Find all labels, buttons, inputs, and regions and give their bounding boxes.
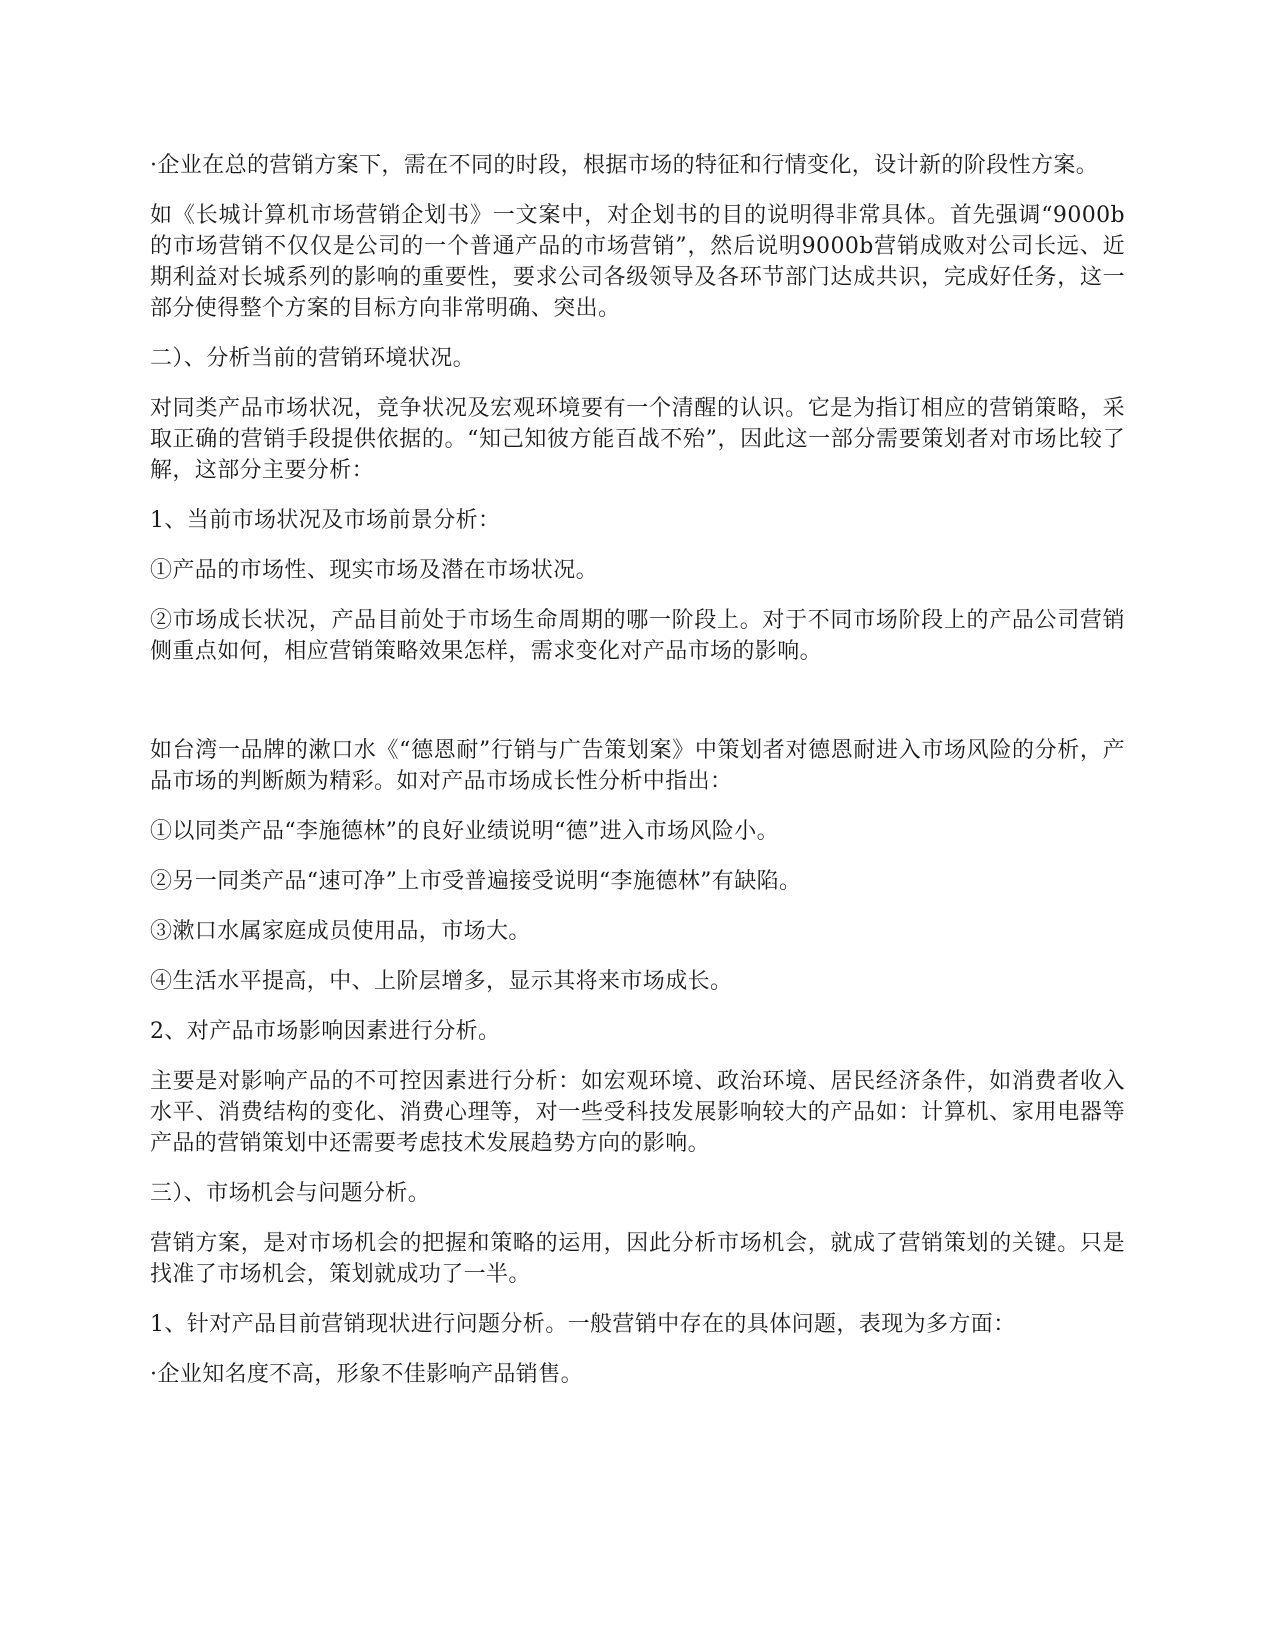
- paragraph-taiwan-example: 如台湾一品牌的漱口水《“德恩耐”行销与广告策划案》中策划者对德恩耐进入市场风险的分析，产品市场的判断颇为精彩。如对产品市场成长性分析中指出：: [150, 738, 1125, 794]
- paragraph-bullet-stage-plan: ·企业在总的营销方案下，需在不同的时段，根据市场的特征和行情变化，设计新的阶段性方案。: [150, 153, 1099, 178]
- subheading-1: 1、当前市场状况及市场前景分析：: [150, 508, 501, 533]
- paragraph-opportunity: 营销方案，是对市场机会的把握和策略的运用，因此分析市场机会，就成了营销策划的关键。只是找准了市场机会，策划就成功了一半。: [150, 1231, 1125, 1287]
- list-item-4: ④生活水平提高，中、上阶层增多，显示其将来市场成长。: [150, 969, 733, 994]
- paragraph-factors: 主要是对影响产品的不可控因素进行分析：如宏观环境、政治环境、居民经济条件，如消费者收入水平、消费结构的变化、消费心理等，对一些受科技发展影响较大的产品如：计算机、家用电器等产品的营销策划中还需要考虑技术发展趋势方向的影响。: [150, 1069, 1125, 1156]
- list-item-2: ②市场成长状况，产品目前处于市场生命周期的哪一阶段上。对于不同市场阶段上的产品公司营销侧重点如何，相应营销策略效果怎样，需求变化对产品市场的影响。: [150, 608, 1125, 664]
- paragraph-bullet-brand: ·企业知名度不高，形象不佳影响产品销售。: [150, 1362, 583, 1387]
- section-heading-3: 三）、市场机会与问题分析。: [150, 1181, 431, 1206]
- document-page: [150, 150, 1125, 1409]
- list-item-2: ②另一同类产品“速可净”上市受普遍接受说明“李施德林”有缺陷。: [150, 869, 802, 894]
- list-item-3: ③漱口水属家庭成员使用品，市场大。: [150, 919, 531, 944]
- paragraph-environment: 对同类产品市场状况，竞争状况及宏观环境要有一个清醒的认识。它是为指订相应的营销策略，采取正确的营销手段提供依据的。“知己知彼方能百战不殆”，因此这一部分需要策划者对市场比较了解，这部分主要分析：: [150, 396, 1125, 483]
- list-item-1: ①产品的市场性、现实市场及潜在市场状况。: [150, 558, 599, 583]
- paragraph-greatwall-example: 如《长城计算机市场营销企划书》一文案中，对企划书的目的说明得非常具体。首先强调“9000b的市场营销不仅仅是公司的一个普通产品的市场营销”，然后说明9000b营销成败对公司长远、近期利益对长城系列的影响的重要性，要求公司各级领导及各环节部门达成共识，完成好任务，这一部分使得整个方案的目标方向非常明确、突出。: [150, 203, 1125, 321]
- subheading-problem-analysis: 1、针对产品目前营销现状进行问题分析。一般营销中存在的具体问题，表现为多方面：: [150, 1312, 1016, 1337]
- section-heading-2: 二）、分析当前的营销环境状况。: [150, 346, 476, 371]
- subheading-2: 2、对产品市场影响因素进行分析。: [150, 1019, 501, 1044]
- list-item-1: ①以同类产品“李施德林”的良好业绩说明“德”进入市场风险小。: [150, 819, 779, 844]
